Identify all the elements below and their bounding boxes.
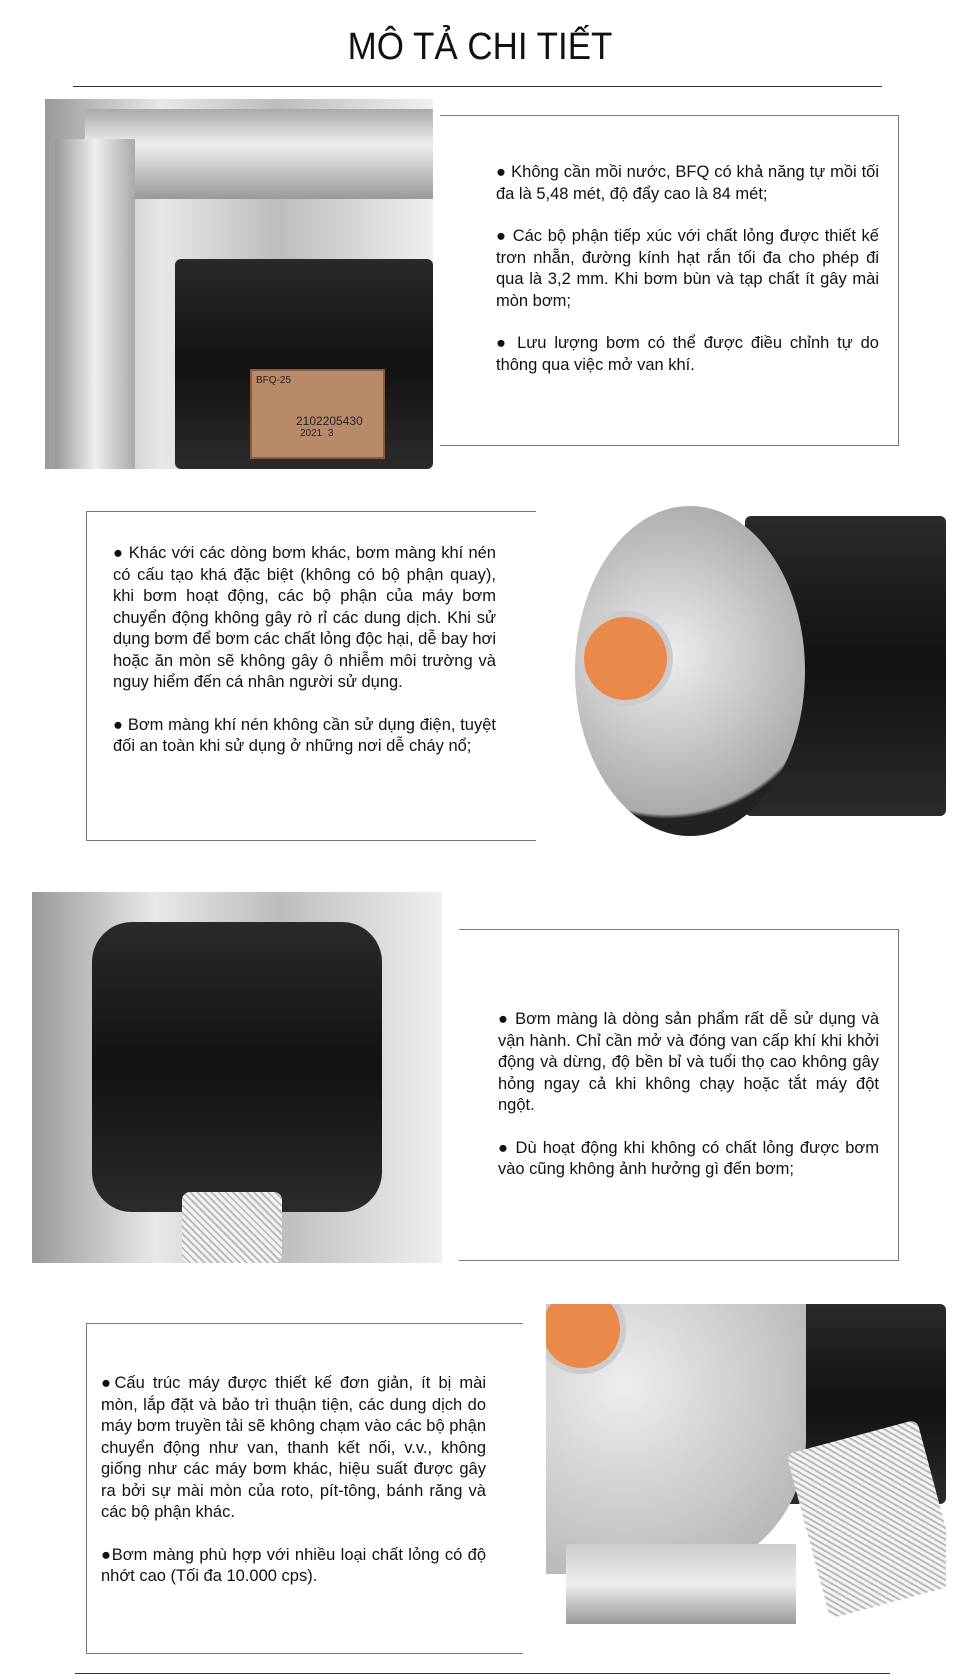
nameplate-serial: 2102205430 [296, 414, 363, 428]
feature-paragraph: ● Dù hoạt động khi không có chất lỏng được bơm vào cũng không ảnh hưởng gì đến bơm; [498, 1138, 879, 1178]
feature-text-3 [498, 1009, 879, 1202]
feature-paragraph: ●Cấu trúc máy được thiết kế đơn giản, ít bị mài mòn, lắp đặt và bảo trì thuận tiện, các dung dịch do máy bơm truyền tải sẽ không chạm vào các bộ phận chuyển động như van, thanh kết nối, v.v., không giống như các máy bơm khác, hiệu suất được gây ra bởi sự mài mòn của roto, pít-tông, bánh răng và các bộ phận khác. [101, 1374, 486, 1521]
feature-paragraph: ●Bơm màng phù hợp với nhiều loại chất lỏng có độ nhớt cao (Tối đa 10.000 cps). [101, 1545, 486, 1585]
nameplate-year: 2021 [300, 428, 323, 439]
nameplate [250, 369, 385, 459]
nameplate-month: 3 [327, 428, 334, 439]
feature-text-1 [496, 162, 879, 397]
feature-paragraph: ● Khác với các dòng bơm khác, bơm màng khí nén có cấu tạo khá đặc biệt (không có bộ phận quay), khi bơm hoạt động, các bộ phận của máy bơm chuyển động không gây rò rỉ các dung dịch. Khi sử dụng bơm để bơm các chất lỏng độc hại, dễ bay hơi hoặc ăn mòn sẽ không gây ô nhiễm môi trường và nguy hiểm đến cá nhân người sử dụng. [113, 544, 496, 691]
pump-image-inlet-filter [546, 1304, 946, 1665]
feature-paragraph: ● Bơm màng là dòng sản phẩm rất dễ sử dụng và vận hành. Chỉ cần mở và đóng van cấp khí khi khởi động và dừng, độ bền bỉ và tuổi thọ cao không gây hỏng ngay cả khi không chạy hoặc tắt máy đột ngột. [498, 1010, 879, 1114]
title-divider [73, 86, 882, 87]
pump-image-front [32, 892, 442, 1263]
page-title: MÔ TẢ CHI TIẾT [347, 26, 613, 68]
feature-paragraph: ● Không cần mồi nước, BFQ có khả năng tự mồi tối đa là 5,48 mét, độ đẩy cao là 84 mét; [496, 163, 879, 203]
feature-text-4 [101, 1373, 486, 1609]
feature-text-2 [113, 543, 496, 779]
nameplate-model: BFQ-25 [256, 375, 292, 386]
feature-paragraph: ● Lưu lượng bơm có thể được điều chỉnh tự do thông qua việc mở van khí. [496, 334, 879, 374]
brand-logo [578, 611, 673, 706]
pump-image-side-logo [575, 496, 946, 847]
feature-paragraph: ● Các bộ phận tiếp xúc với chất lỏng được thiết kế trơn nhẵn, đường kính hạt rắn tối đa cho phép đi qua là 3,2 mm. Khi bơm bùn và tạp chất ít gây mài mòn bơm; [496, 227, 879, 310]
feature-paragraph: ● Bơm màng khí nén không cần sử dụng điện, tuyệt đối an toàn khi sử dụng ở những nơi dễ cháy nổ; [113, 715, 496, 755]
pump-image-top-pipe [45, 99, 433, 469]
bottom-divider [75, 1673, 890, 1674]
